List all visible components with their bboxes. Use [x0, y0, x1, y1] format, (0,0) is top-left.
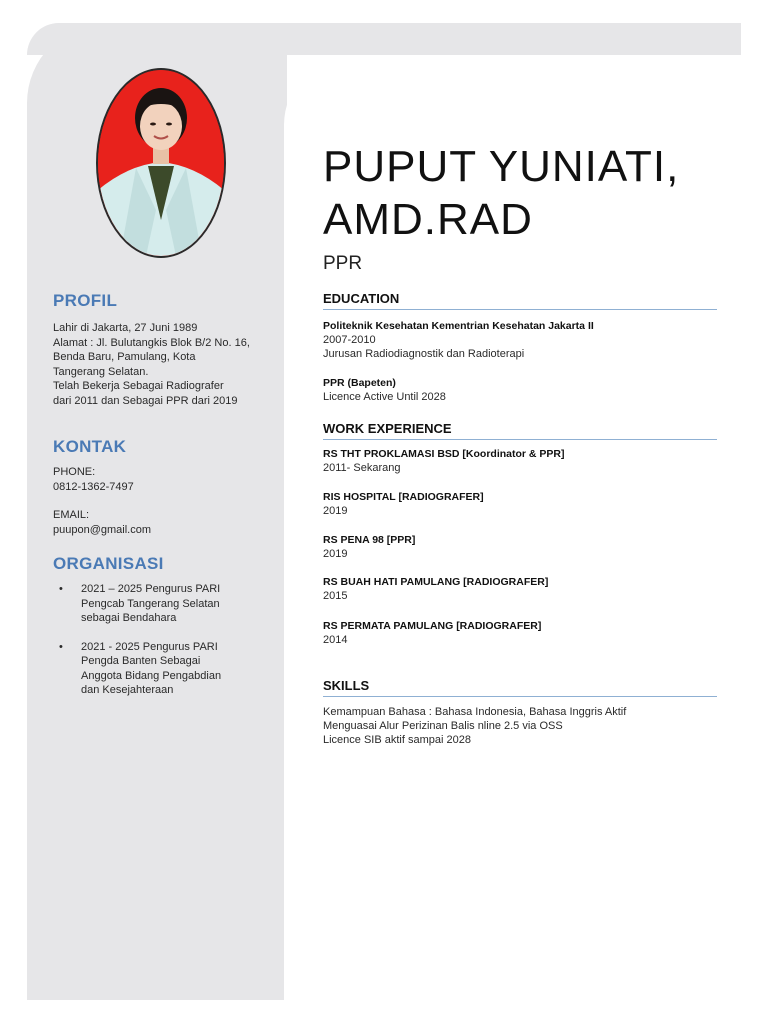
entry-detail: 2007-2010 — [323, 334, 376, 346]
entry-detail: 2015 — [323, 590, 348, 602]
entry-detail: 2019 — [323, 505, 348, 517]
bullet-icon: • — [59, 640, 63, 653]
name-line: PUPUT YUNIATI, — [323, 142, 680, 191]
skill-line: Kemampuan Bahasa : Bahasa Indonesia, Bahasa Inggris Aktif — [323, 706, 627, 718]
entry-detail: 2019 — [323, 548, 348, 560]
person-portrait-icon — [98, 70, 224, 256]
list-item — [53, 640, 283, 698]
profile-photo — [96, 68, 226, 258]
education-entry — [323, 376, 446, 404]
phone-number[interactable]: 0812-1362-7497 — [53, 480, 134, 493]
entry-detail: 2014 — [323, 634, 348, 646]
skill-line: Licence SIB aktif sampai 2028 — [323, 734, 471, 746]
profil-line: dari 2011 dan Sebagai PPR dari 2019 — [53, 394, 238, 407]
education-heading: EDUCATION — [323, 291, 717, 310]
entry-title: RS THT PROKLAMASI BSD [Koordinator & PPR] — [323, 448, 565, 460]
entry-title: PPR (Bapeten) — [323, 377, 396, 389]
org-line: Pengcab Tangerang Selatan — [81, 597, 220, 610]
entry-title: RS BUAH HATI PAMULANG [RADIOGRAFER] — [323, 576, 549, 588]
organisasi-list — [53, 582, 283, 712]
entry-detail: 2011- Sekarang — [323, 462, 401, 474]
entry-detail: Jurusan Radiodiagnostik dan Radioterapi — [323, 348, 525, 360]
profil-text — [53, 321, 250, 408]
list-item — [53, 582, 283, 626]
email-address[interactable]: puupon@gmail.com — [53, 523, 151, 536]
work-entry — [323, 447, 565, 475]
bullet-icon: • — [59, 583, 63, 595]
entry-title: Politeknik Kesehatan Kementrian Kesehatan Jakarta II — [323, 320, 594, 332]
phone-label: PHONE: — [53, 466, 96, 478]
profil-line: Alamat : Jl. Bulutangkis Blok B/2 No. 16, — [53, 336, 250, 349]
skills-heading: SKILLS — [323, 678, 717, 697]
profil-line: Tangerang Selatan. — [53, 365, 149, 378]
kontak-heading: KONTAK — [53, 437, 127, 456]
work-entry — [323, 619, 541, 647]
email-block — [53, 508, 151, 537]
phone-block — [53, 465, 134, 494]
page-title — [323, 140, 679, 246]
work-entry — [323, 533, 415, 561]
education-entry — [323, 319, 594, 361]
profil-line: Telah Bekerja Sebagai Radiografer — [53, 380, 224, 392]
skills-list — [323, 705, 626, 747]
org-line: Anggota Bidang Pengabdian — [81, 669, 222, 682]
org-line: Pengda Banten Sebagai — [81, 655, 201, 667]
org-line: dan Kesejahteraan — [81, 684, 174, 696]
job-title: PPR — [323, 253, 363, 274]
profil-line: Benda Baru, Pamulang, Kota — [53, 351, 196, 363]
organisasi-heading: ORGANISASI — [53, 554, 164, 573]
email-label: EMAIL: — [53, 509, 90, 521]
entry-title: RS PENA 98 [PPR] — [323, 534, 416, 546]
work-heading: WORK EXPERIENCE — [323, 421, 717, 440]
skill-line: Menguasai Alur Perizinan Balis nline 2.5 via OSS — [323, 720, 563, 732]
name-line: AMD.RAD — [323, 195, 533, 244]
entry-detail: Licence Active Until 2028 — [323, 391, 446, 403]
profil-line: Lahir di Jakarta, 27 Juni 1989 — [53, 322, 198, 334]
org-line: sebagai Bendahara — [81, 612, 177, 624]
work-entry — [323, 575, 548, 603]
org-line: 2021 - 2025 Pengurus PARI — [81, 640, 218, 653]
entry-title: RIS HOSPITAL [RADIOGRAFER] — [323, 491, 484, 503]
org-line: 2021 – 2025 Pengurus PARI — [81, 583, 221, 595]
work-entry — [323, 490, 484, 518]
profil-heading: PROFIL — [53, 291, 118, 310]
entry-title: RS PERMATA PAMULANG [RADIOGRAFER] — [323, 620, 542, 632]
